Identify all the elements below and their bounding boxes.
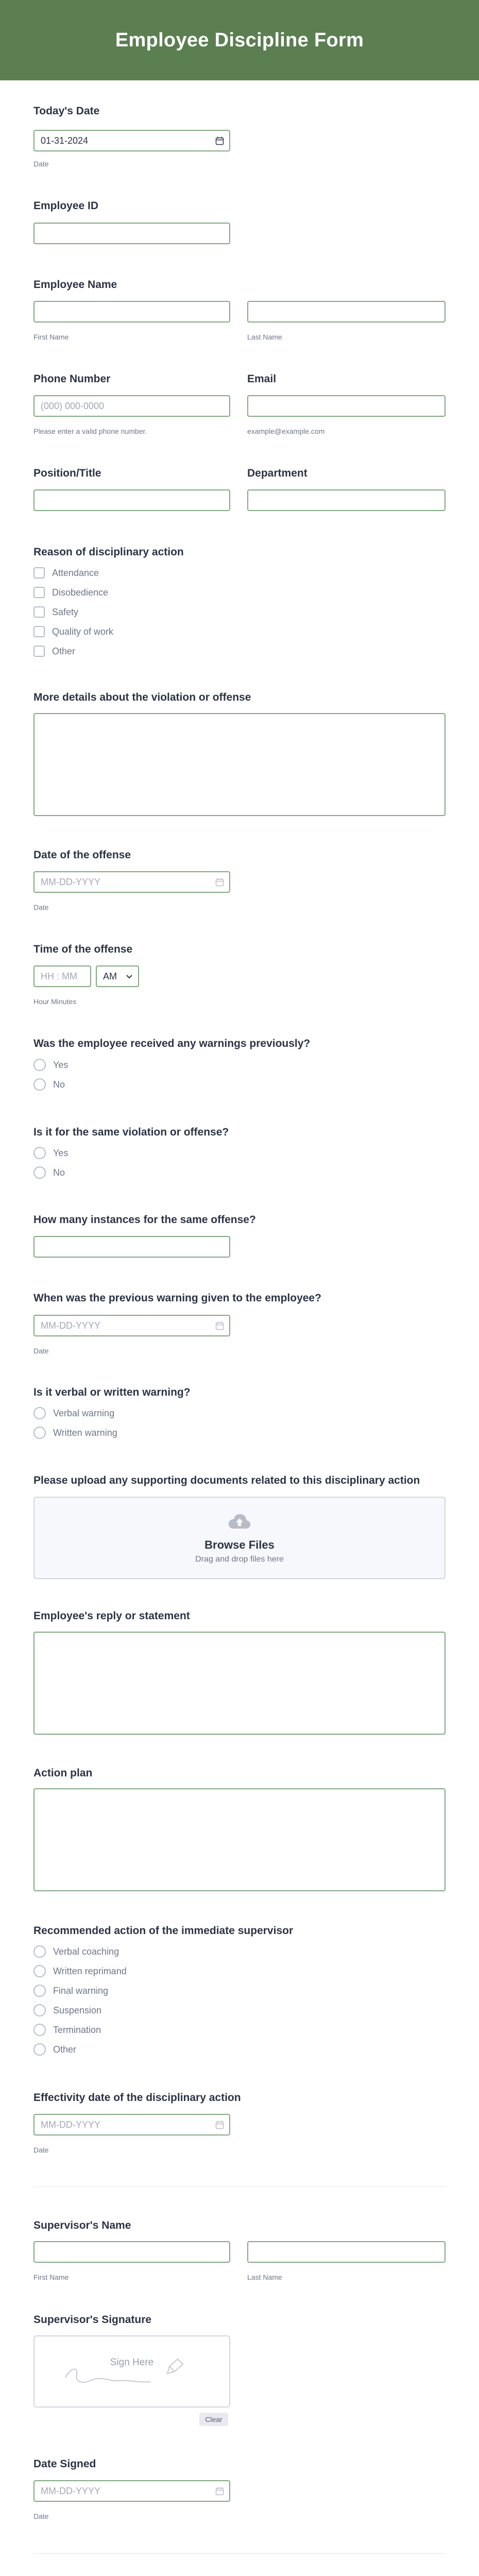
reason-option[interactable]: Disobedience bbox=[33, 585, 113, 600]
instances-input[interactable] bbox=[33, 1236, 230, 1258]
same-violation-options bbox=[33, 1145, 68, 1180]
todays-date-value: 01-31-2024 bbox=[41, 135, 89, 146]
supervisor-signature-pad[interactable] bbox=[33, 2335, 230, 2408]
offense-time-label: Time of the offense bbox=[33, 943, 133, 955]
warning-type-label: Is it verbal or written warning? bbox=[33, 1386, 191, 1398]
prev-warning-placeholder: MM-DD-YYYY bbox=[41, 1320, 100, 1331]
offense-date-input[interactable] bbox=[33, 871, 230, 893]
radio-option[interactable]: Final warning bbox=[33, 1983, 127, 1998]
offense-date-label: Date of the offense bbox=[33, 849, 131, 861]
reason-option[interactable]: Safety bbox=[33, 604, 113, 620]
supervisor-first-name-input[interactable] bbox=[33, 2241, 230, 2263]
recommended-label: Recommended action of the immediate supervisor bbox=[33, 1925, 294, 1937]
section-divider bbox=[33, 2553, 446, 2554]
action-plan-label: Action plan bbox=[33, 1767, 93, 1779]
radio[interactable] bbox=[33, 1407, 46, 1419]
offense-time-input[interactable] bbox=[33, 965, 91, 987]
offense-date-sublabel: Date bbox=[33, 903, 49, 911]
calendar-icon[interactable] bbox=[215, 137, 224, 145]
prev-warning-label: When was the previous warning given to the employee? bbox=[33, 1292, 321, 1304]
radio-option[interactable]: Verbal warning bbox=[33, 1405, 117, 1421]
supervisor-signature-label: Supervisor's Signature bbox=[33, 2314, 152, 2326]
effectivity-input[interactable] bbox=[33, 2114, 230, 2136]
radio-option[interactable]: No bbox=[33, 1077, 68, 1092]
sign-here-text: Sign Here bbox=[110, 2357, 154, 2368]
radio[interactable] bbox=[33, 1427, 46, 1439]
browse-files-title[interactable]: Browse Files bbox=[204, 1538, 275, 1551]
reason-options bbox=[33, 565, 113, 659]
radio[interactable] bbox=[33, 1985, 46, 1997]
radio[interactable] bbox=[33, 2004, 46, 2016]
effectivity-placeholder: MM-DD-YYYY bbox=[41, 2120, 100, 2130]
email-label: Email bbox=[247, 373, 277, 385]
recommended-options bbox=[33, 1944, 127, 2057]
reply-label: Employee's reply or statement bbox=[33, 1610, 190, 1622]
warned-label: Was the employee received any warnings previously? bbox=[33, 1038, 311, 1049]
radio-option[interactable]: Termination bbox=[33, 2022, 127, 2038]
last-name-sublabel: Last Name bbox=[247, 333, 282, 341]
chevron-down-icon bbox=[126, 973, 133, 982]
phone-label: Phone Number bbox=[33, 373, 111, 385]
form-title: Employee Discipline Form bbox=[115, 29, 364, 51]
radio-option[interactable]: Yes bbox=[33, 1145, 68, 1161]
same-violation-label: Is it for the same violation or offense? bbox=[33, 1126, 229, 1138]
reason-option[interactable]: Quality of work bbox=[33, 624, 113, 639]
drag-drop-hint: Drag and drop files here bbox=[195, 1554, 284, 1564]
email-sublabel: example@example.com bbox=[247, 427, 325, 435]
supervisor-name-label: Supervisor's Name bbox=[33, 2219, 131, 2231]
calendar-icon[interactable] bbox=[215, 2121, 224, 2129]
department-input[interactable] bbox=[247, 489, 446, 511]
prev-warning-sublabel: Date bbox=[33, 1347, 49, 1355]
cloud-upload-icon bbox=[227, 1512, 252, 1533]
position-input[interactable] bbox=[33, 489, 230, 511]
todays-date-input[interactable] bbox=[33, 130, 230, 151]
employee-id-label: Employee ID bbox=[33, 200, 99, 212]
checkbox[interactable] bbox=[33, 606, 45, 618]
radio[interactable] bbox=[33, 2043, 46, 2056]
date-signed-label: Date Signed bbox=[33, 2458, 96, 2470]
first-name-sublabel: First Name bbox=[33, 2273, 69, 2281]
action-plan-textarea[interactable] bbox=[33, 1788, 446, 1891]
reply-textarea[interactable] bbox=[33, 1632, 446, 1735]
employee-id-input[interactable] bbox=[33, 223, 230, 244]
employee-first-name-input[interactable] bbox=[33, 301, 230, 323]
todays-date-label: Today's Date bbox=[33, 105, 100, 117]
first-name-sublabel: First Name bbox=[33, 333, 69, 341]
phone-input[interactable] bbox=[33, 395, 230, 417]
calendar-icon[interactable] bbox=[215, 878, 224, 887]
phone-sublabel: Please enter a valid phone number. bbox=[33, 427, 147, 435]
calendar-icon[interactable] bbox=[215, 2487, 224, 2496]
position-label: Position/Title bbox=[33, 467, 101, 479]
todays-date-sublabel: Date bbox=[33, 160, 49, 168]
radio[interactable] bbox=[33, 1147, 46, 1159]
date-signed-sublabel: Date bbox=[33, 2512, 49, 2520]
signature-scribble-icon bbox=[55, 2352, 210, 2396]
ampm-select[interactable] bbox=[96, 965, 139, 987]
checkbox[interactable] bbox=[33, 626, 45, 637]
ampm-value: AM bbox=[103, 971, 117, 981]
radio[interactable] bbox=[33, 1965, 46, 1977]
checkbox[interactable] bbox=[33, 567, 45, 579]
clear-signature-button[interactable]: Clear bbox=[199, 2413, 228, 2426]
radio-option[interactable]: Verbal coaching bbox=[33, 1944, 127, 1959]
supervisor-last-name-input[interactable] bbox=[247, 2241, 446, 2263]
offense-time-sublabel: Hour Minutes bbox=[33, 997, 77, 1006]
reason-label: Reason of disciplinary action bbox=[33, 546, 184, 558]
details-label: More details about the violation or offense bbox=[33, 691, 251, 703]
radio-option[interactable]: Suspension bbox=[33, 2003, 127, 2018]
radio[interactable] bbox=[33, 1059, 46, 1071]
instances-label: How many instances for the same offense? bbox=[33, 1214, 256, 1226]
details-textarea[interactable] bbox=[33, 713, 446, 816]
calendar-icon[interactable] bbox=[215, 1321, 224, 1330]
reason-option[interactable]: Other bbox=[33, 643, 113, 659]
warned-options bbox=[33, 1057, 68, 1092]
form-header bbox=[0, 0, 479, 80]
employee-name-label: Employee Name bbox=[33, 279, 117, 291]
prev-warning-input[interactable] bbox=[33, 1315, 230, 1336]
offense-time-placeholder: HH : MM bbox=[41, 971, 77, 981]
radio-option[interactable]: Written reprimand bbox=[33, 1963, 127, 1979]
warning-type-options bbox=[33, 1405, 117, 1440]
radio-option[interactable]: Yes bbox=[33, 1057, 68, 1073]
reason-option[interactable]: Attendance bbox=[33, 565, 113, 581]
date-signed-placeholder: MM-DD-YYYY bbox=[41, 2486, 100, 2496]
upload-label: Please upload any supporting documents related to this disciplinary action bbox=[33, 1475, 420, 1486]
effectivity-sublabel: Date bbox=[33, 2146, 49, 2154]
employee-last-name-input[interactable] bbox=[247, 301, 446, 323]
radio[interactable] bbox=[33, 1945, 46, 1958]
effectivity-label: Effectivity date of the disciplinary action bbox=[33, 2092, 241, 2104]
radio[interactable] bbox=[33, 2024, 46, 2036]
department-label: Department bbox=[247, 467, 307, 479]
last-name-sublabel: Last Name bbox=[247, 2273, 282, 2281]
radio[interactable] bbox=[33, 1078, 46, 1091]
radio-option[interactable]: No bbox=[33, 1165, 68, 1180]
offense-date-placeholder: MM-DD-YYYY bbox=[41, 877, 100, 887]
checkbox[interactable] bbox=[33, 587, 45, 598]
checkbox[interactable] bbox=[33, 646, 45, 657]
radio-option[interactable]: Written warning bbox=[33, 1425, 117, 1440]
date-signed-input[interactable] bbox=[33, 2480, 230, 2502]
phone-placeholder: (000) 000-0000 bbox=[41, 401, 105, 411]
email-input[interactable] bbox=[247, 395, 446, 417]
radio[interactable] bbox=[33, 1166, 46, 1179]
radio-option[interactable]: Other bbox=[33, 2042, 127, 2057]
file-upload-dropzone[interactable] bbox=[33, 1497, 446, 1579]
